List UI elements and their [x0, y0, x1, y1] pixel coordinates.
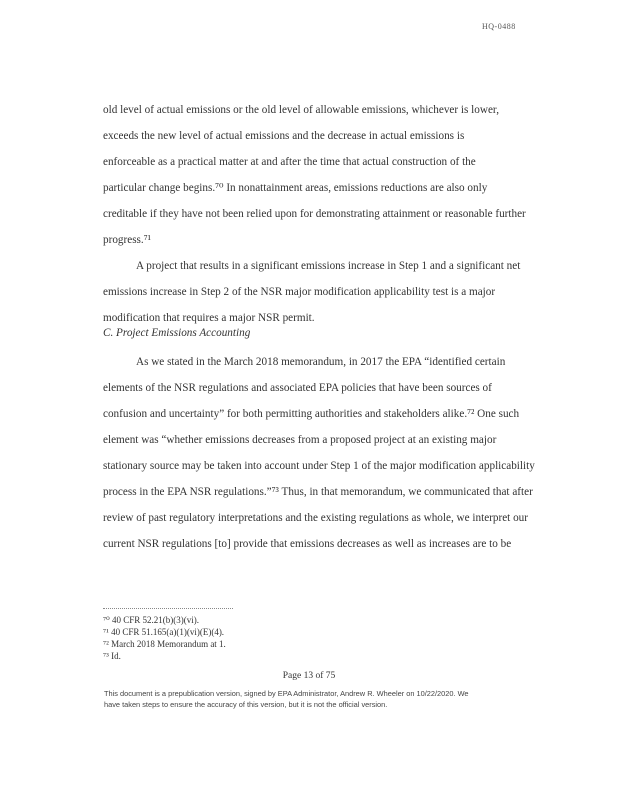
paragraph-line: progress.⁷¹	[103, 234, 151, 246]
paragraph-line: As we stated in the March 2018 memorandum, in 2017 the EPA “identified certain	[136, 356, 506, 368]
document-code: HQ-0488	[482, 22, 516, 31]
disclaimer-line: This document is a prepublication version, signed by EPA Administrator, Andrew R. Wheeler on 10/22/2020. We	[104, 689, 469, 698]
footnotes	[103, 614, 226, 662]
paragraph-line: particular change begins.⁷⁰ In nonattainment areas, emissions reductions are also only	[103, 182, 488, 194]
paragraph-2	[103, 253, 523, 331]
paragraph-line: A project that results in a significant emissions increase in Step 1 and a significant net	[136, 260, 521, 272]
page-number: Page 13 of 75	[282, 671, 336, 681]
footnote: ⁷³ Id.	[103, 651, 121, 661]
disclaimer-line: have taken steps to ensure the accuracy of this version, but it is not the official version.	[104, 700, 388, 709]
paragraph-line: confusion and uncertainty” for both permitting authorities and stakeholders alike.⁷² One such	[103, 408, 520, 420]
paragraph-1	[103, 97, 526, 253]
footnote: ⁷² March 2018 Memorandum at 1.	[103, 639, 226, 649]
section-heading: C. Project Emissions Accounting	[103, 327, 251, 339]
paragraph-line: elements of the NSR regulations and associated EPA policies that have been sources of	[103, 382, 492, 394]
prepublication-disclaimer	[104, 688, 534, 710]
paragraph-line: old level of actual emissions or the old level of allowable emissions, whichever is lower,	[103, 104, 499, 116]
paragraph-line: stationary source may be taken into account under Step 1 of the major modification applicability	[103, 460, 535, 472]
footnote: ⁷⁰ 40 CFR 52.21(b)(3)(vi).	[103, 615, 199, 625]
paragraph-line: creditable if they have not been relied upon for demonstrating attainment or reasonable further	[103, 208, 526, 220]
paragraph-line: current NSR regulations [to] provide that emissions decreases as well as increases are to be	[103, 538, 512, 550]
paragraph-3	[103, 349, 535, 557]
paragraph-line: enforceable as a practical matter at and after the time that actual construction of the	[103, 156, 476, 168]
paragraph-line: review of past regulatory interpretations and the existing regulations as whole, we interpret our	[103, 512, 528, 524]
paragraph-line: process in the EPA NSR regulations.”⁷³ Thus, in that memorandum, we communicated that after	[103, 486, 533, 498]
paragraph-line: emissions increase in Step 2 of the NSR major modification applicability test is a major	[103, 286, 496, 298]
paragraph-line: modification that requires a major NSR permit.	[103, 312, 315, 324]
paragraph-line: exceeds the new level of actual emissions and the decrease in actual emissions is	[103, 130, 465, 142]
footnote-divider	[103, 608, 233, 609]
footnote: ⁷¹ 40 CFR 51.165(a)(1)(vi)(E)(4).	[103, 627, 225, 637]
paragraph-line: element was “whether emissions decreases from a proposed project at an existing major	[103, 434, 497, 446]
